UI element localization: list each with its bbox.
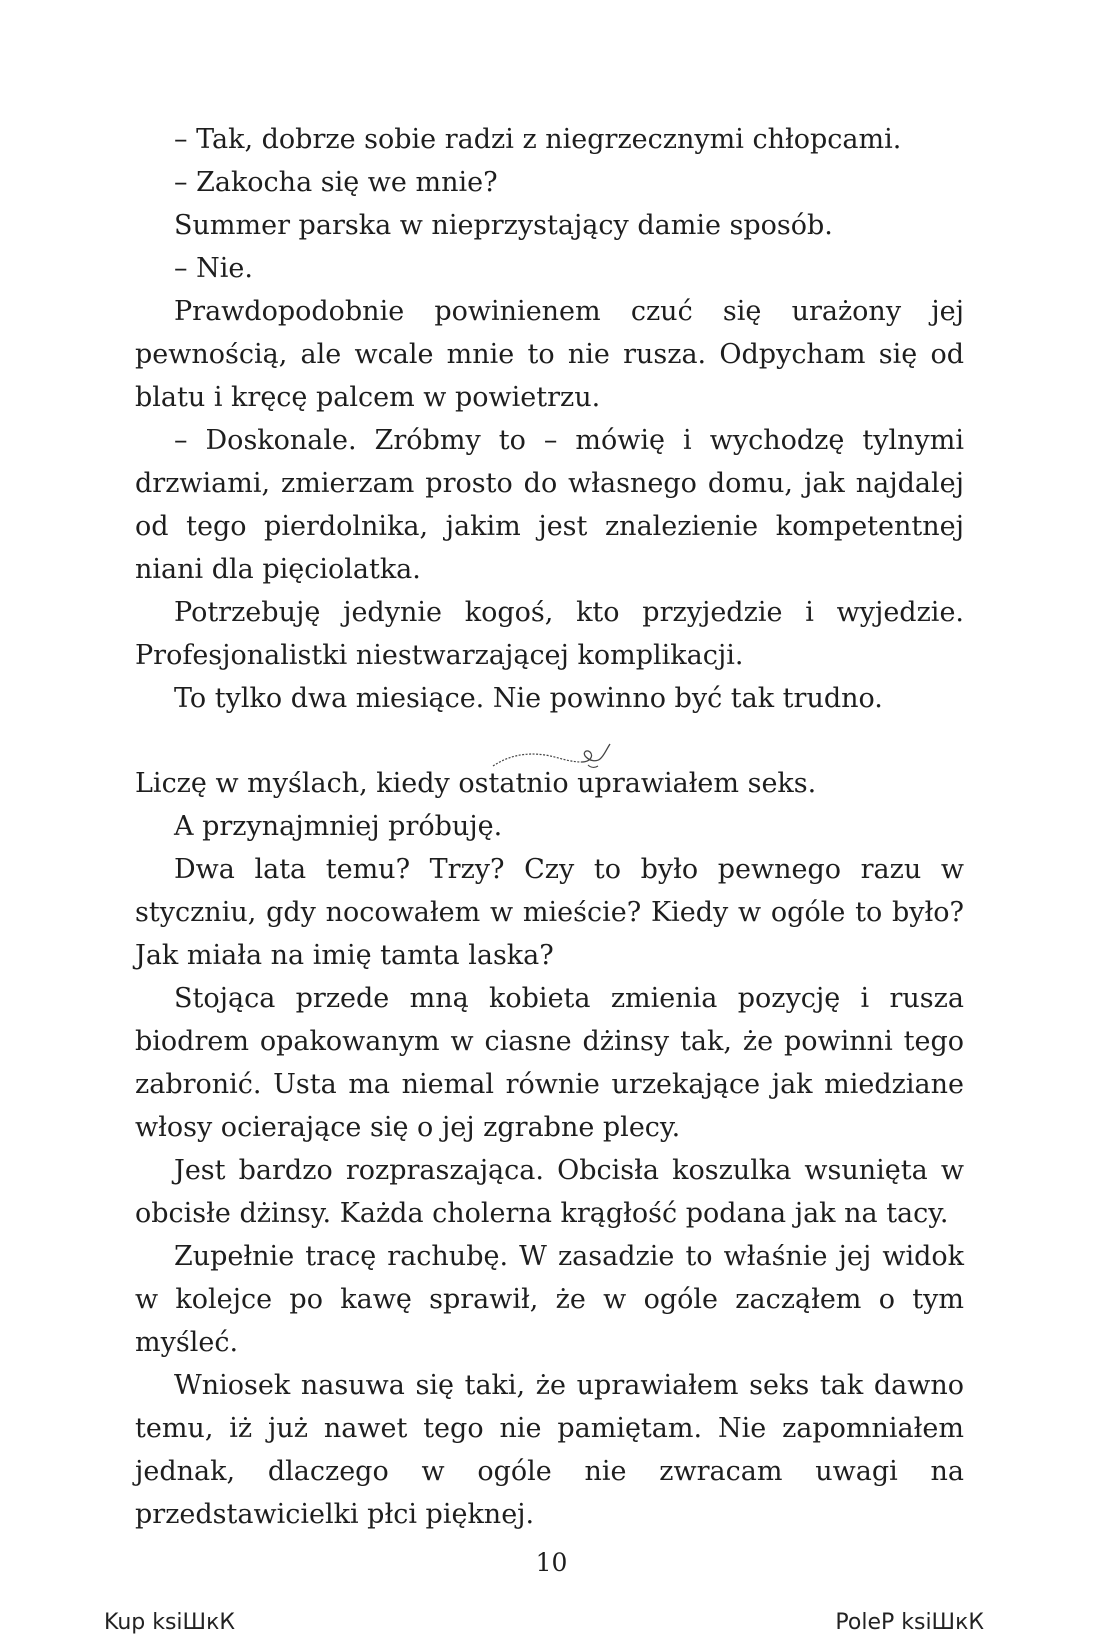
paragraph: – Tak, dobrze sobie radzi z niegrzecznymi chłopcami. (174, 124, 902, 155)
text-section-after-break (135, 762, 964, 1536)
paragraph: Zupełnie tracę rachubę. W zasadzie to właśnie jej widok w kolejce po kawę sprawił, że w ogóle zacząłem o tym myśleć. (135, 1241, 964, 1358)
paragraph: Wniosek nasuwa się taki, że uprawiałem seks tak dawno temu, iż już nawet tego nie pamiętam. Nie zapomniałem jednak, dlaczego w ogóle nie zwracam uwagi na przedstawicielki płci pięknej. (135, 1370, 964, 1530)
text-section-before-break (135, 118, 964, 720)
paragraph: Dwa lata temu? Trzy? Czy to było pewnego razu w styczniu, gdy nocowałem w mieście? Kiedy w ogóle to było? Jak miała na imię tamta laska? (135, 854, 964, 971)
paragraph: Potrzebuję jedynie kogoś, kto przyjedzie i wyjedzie. Profesjonalistki niestwarzającej komplikacji. (135, 597, 964, 671)
paragraph: – Doskonale. Zróbmy to – mówię i wychodzę tylnymi drzwiami, zmierzam prosto do własnego domu, jak najdalej od tego pierdolnika, jakim jest znalezienie kompetentnej niani dla pięciolatka. (135, 425, 964, 585)
paragraph: – Nie. (174, 253, 253, 284)
paragraph: Liczę w myślach, kiedy ostatnio uprawiałem seks. (135, 768, 817, 799)
paragraph: – Zakocha się we mnie? (174, 167, 498, 198)
buy-book-link[interactable]: Kup ksiШкК (104, 1610, 235, 1635)
recommend-book-link[interactable]: PoleP ksiШкК (835, 1610, 984, 1635)
paragraph: To tylko dwa miesiące. Nie powinno być tak trudno. (174, 683, 883, 714)
paragraph: Prawdopodobnie powinienem czuć się urażony jej pewnością, ale wcale mnie to nie rusza. Odpycham się od blatu i kręcę palcem w powietrzu. (135, 296, 964, 413)
paragraph: A przynajmniej próbuję. (174, 811, 503, 842)
paragraph: Jest bardzo rozpraszająca. Obcisła koszulka wsunięta w obcisłe dżinsy. Każda cholerna krągłość podana jak na tacy. (135, 1155, 964, 1229)
page-number: 10 (535, 1548, 568, 1577)
paragraph: Summer parska w nieprzystający damie sposób. (174, 210, 833, 241)
paragraph: Stojąca przede mną kobieta zmienia pozycję i rusza biodrem opakowanym w ciasne dżinsy tak, że powinni tego zabronić. Usta ma niemal równie urzekające jak miedziane włosy ocierające się o jej zgrabne plecy. (135, 983, 964, 1143)
